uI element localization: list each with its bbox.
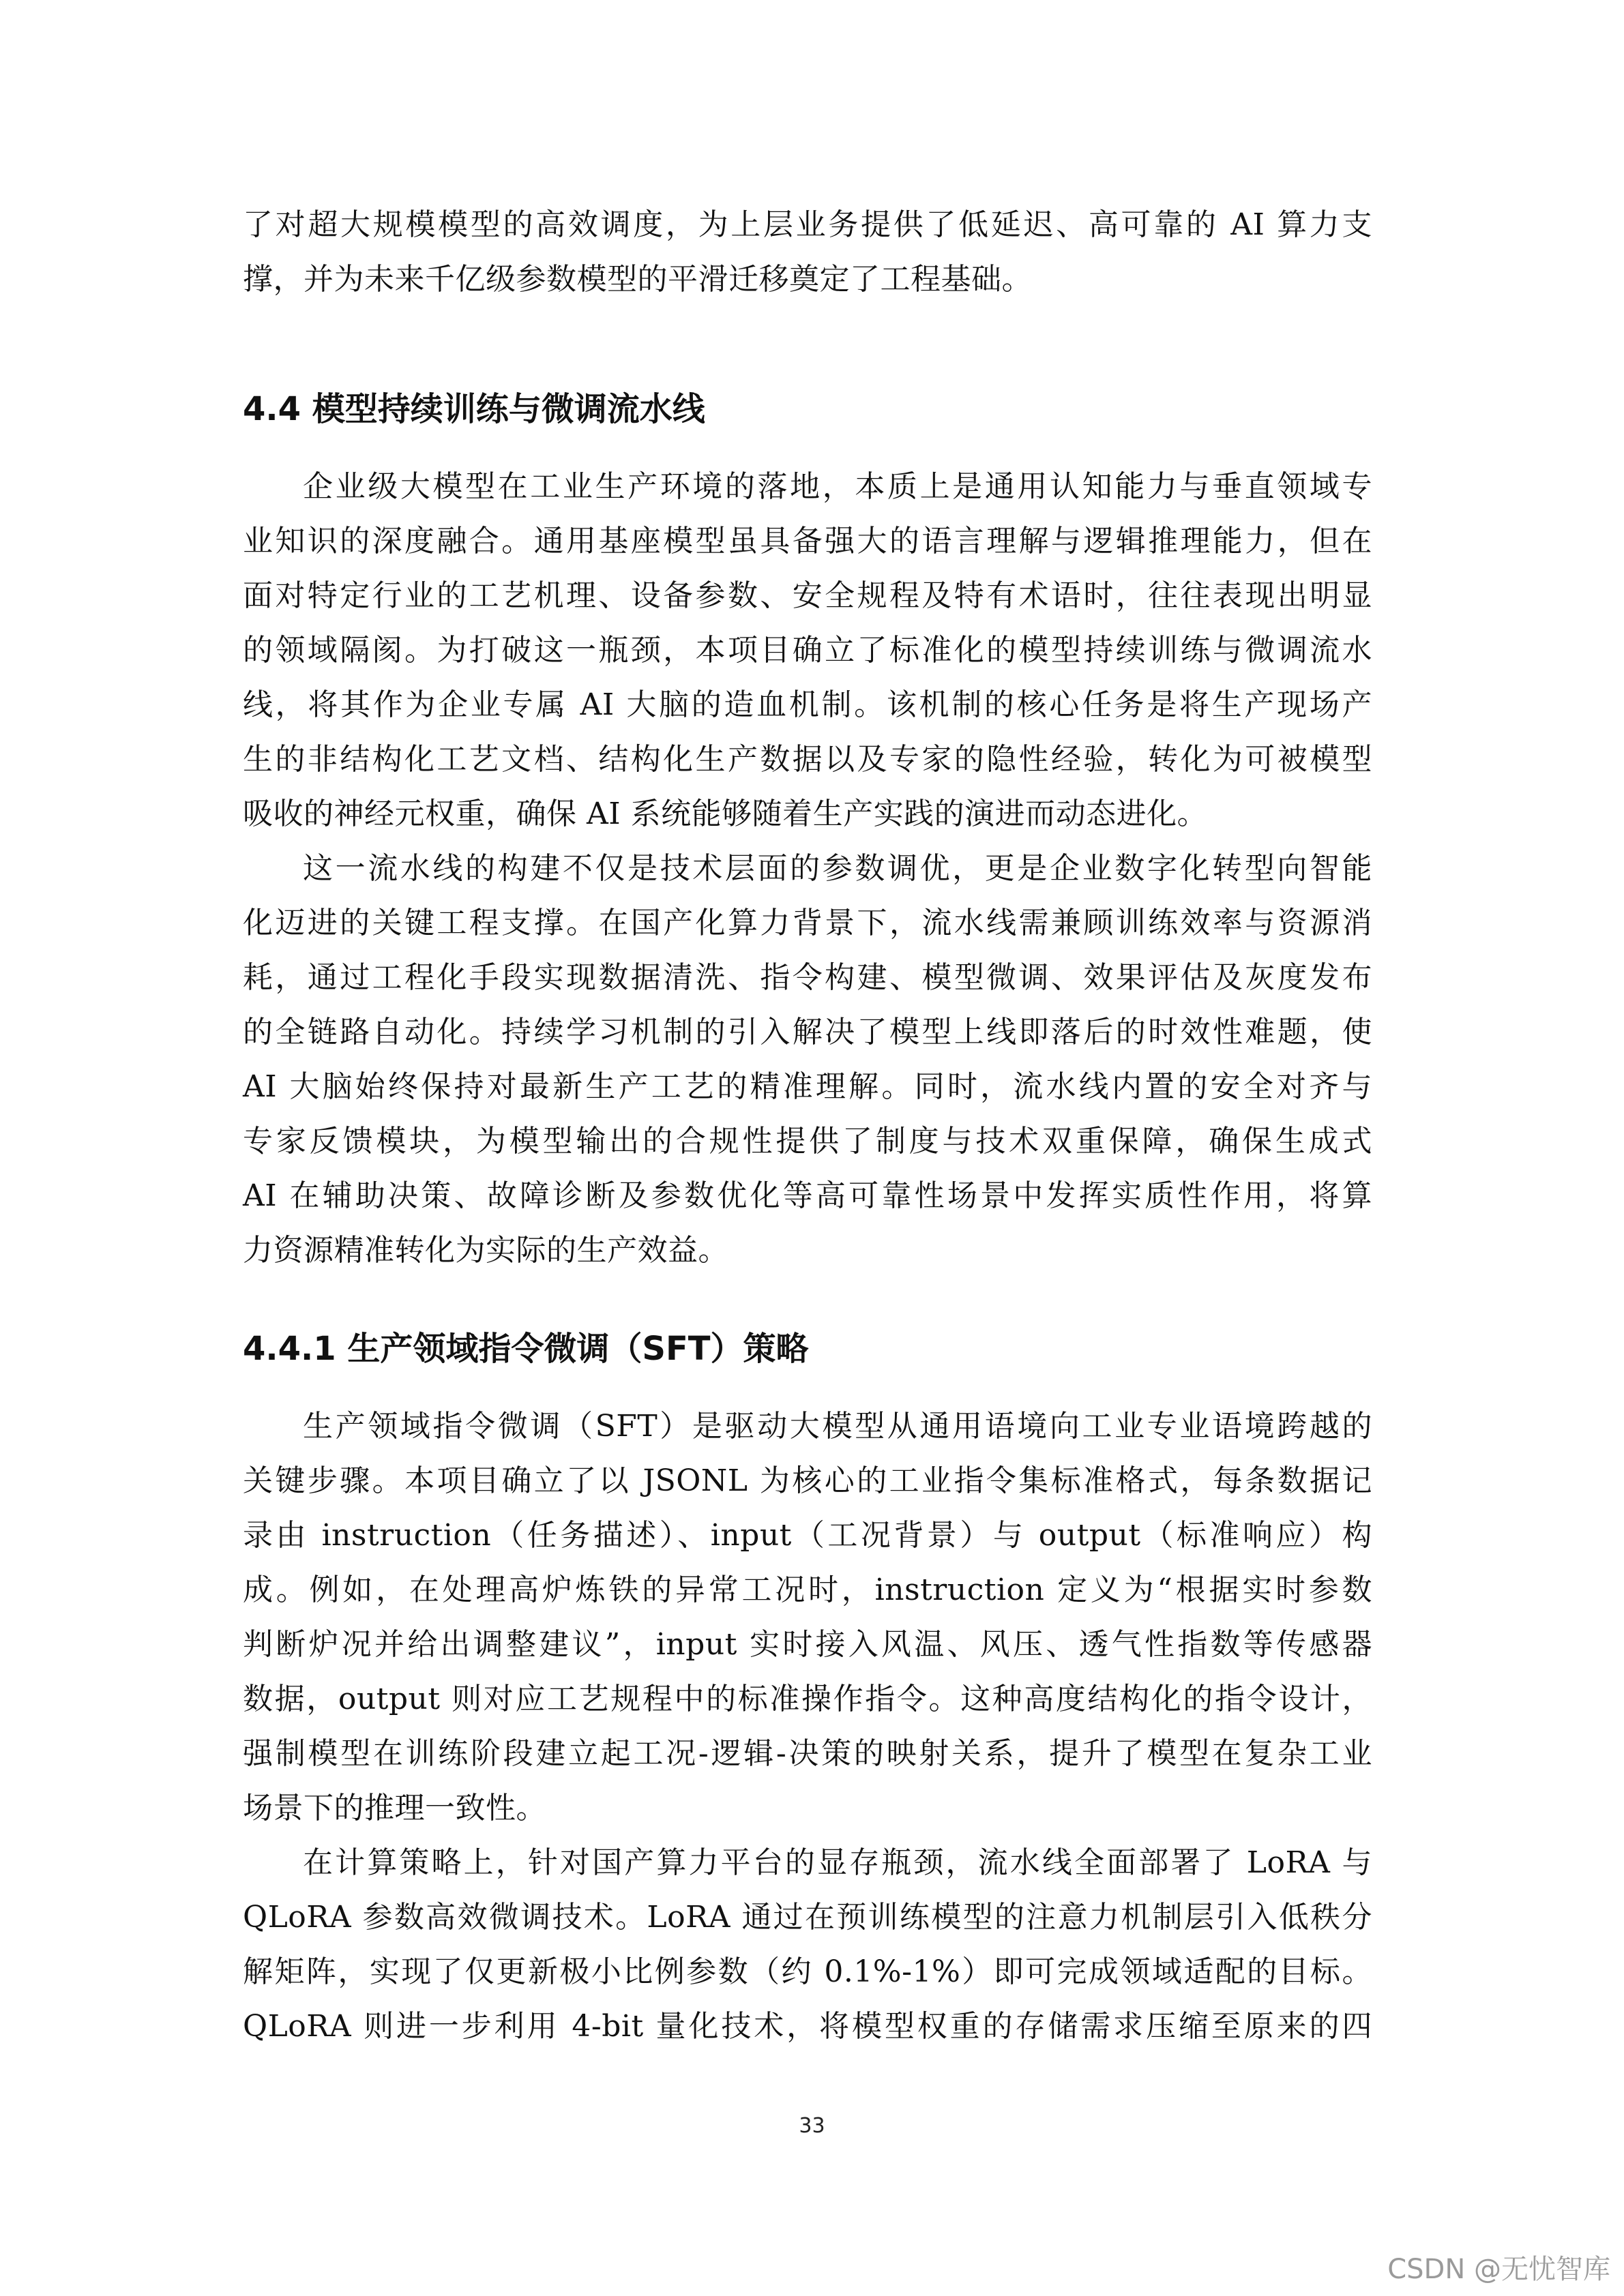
section-paragraph-2 — [243, 841, 1372, 1278]
text-line: 的全链路自动化。持续学习机制的引入解决了模型上线即落后的时效性难题，使 — [243, 1015, 1372, 1049]
text-line: AI 在辅助决策、故障诊断及参数优化等高可靠性场景中发挥实质性作用，将算 — [243, 1178, 1372, 1213]
text-line: 撑，并为未来千亿级参数模型的平滑迁移奠定了工程基础。 — [243, 262, 1032, 297]
subsection-paragraph-2 — [243, 1836, 1372, 2054]
text-line: 企业级大模型在工业生产环境的落地，本质上是通用认知能力与垂直领域专 — [303, 469, 1372, 504]
text-line: QLoRA 则进一步利用 4-bit 量化技术，将模型权重的存储需求压缩至原来的四 — [243, 2009, 1372, 2044]
text-line: 耗，通过工程化手段实现数据清洗、指令构建、模型微调、效果评估及灰度发布 — [243, 960, 1372, 995]
text-line: 业知识的深度融合。通用基座模型虽具备强大的语言理解与逻辑推理能力，但在 — [243, 524, 1372, 558]
text-line: 关键步骤。本项目确立了以 JSONL 为核心的工业指令集标准格式，每条数据记 — [243, 1463, 1372, 1498]
text-line: 生产领域指令微调（SFT）是驱动大模型从通用语境向工业专业语境跨越的 — [303, 1409, 1372, 1444]
text-line: 的领域隔阂。为打破这一瓶颈，本项目确立了标准化的模型持续训练与微调流水 — [243, 633, 1372, 668]
section-heading: 4.4 模型持续训练与微调流水线 — [243, 390, 705, 428]
text-line: 数据，output 则对应工艺规程中的标准操作指令。这种高度结构化的指令设计， — [243, 1682, 1372, 1716]
text-line: 了对超大规模模型的高效调度，为上层业务提供了低延迟、高可靠的 AI 算力支 — [243, 207, 1372, 242]
text-line: AI 大脑始终保持对最新生产工艺的精准理解。同时，流水线内置的安全对齐与 — [243, 1069, 1372, 1104]
text-line: 面对特定行业的工艺机理、设备参数、安全规程及特有术语时，往往表现出明显 — [243, 578, 1372, 613]
intro-paragraph — [243, 198, 1372, 307]
text-line: 在计算策略上，针对国产算力平台的显存瓶颈，流水线全面部署了 LoRA 与 — [303, 1845, 1372, 1880]
text-line: 线，将其作为企业专属 AI 大脑的造血机制。该机制的核心任务是将生产现场产 — [243, 687, 1372, 722]
page-content — [243, 198, 1372, 2054]
subsection-paragraph-1 — [243, 1399, 1372, 1836]
text-line: 解矩阵，实现了仅更新极小比例参数（约 0.1%-1%）即可完成领域适配的目标。 — [243, 1954, 1372, 1989]
text-line: 录由 instruction（任务描述）、input（工况背景）与 output（标准响应）构 — [243, 1518, 1372, 1553]
text-line: 化迈进的关键工程支撑。在国产化算力背景下，流水线需兼顾训练效率与资源消 — [243, 906, 1372, 940]
text-line: 判断炉况并给出调整建议”，input 实时接入风温、风压、透气性指数等传感器 — [243, 1627, 1372, 1662]
text-line: 这一流水线的构建不仅是技术层面的参数调优，更是企业数字化转型向智能 — [303, 851, 1372, 886]
text-line: 专家反馈模块，为模型输出的合规性提供了制度与技术双重保障，确保生成式 — [243, 1124, 1372, 1159]
text-line: 场景下的推理一致性。 — [243, 1791, 546, 1825]
section-paragraph-1 — [243, 460, 1372, 841]
page-number: 33 — [799, 2114, 825, 2138]
text-line: 力资源精准转化为实际的生产效益。 — [243, 1233, 728, 1268]
text-line: QLoRA 参数高效微调技术。LoRA 通过在预训练模型的注意力机制层引入低秩分 — [243, 1900, 1372, 1935]
text-line: 成。例如，在处理高炉炼铁的异常工况时，instruction 定义为“根据实时参数 — [243, 1572, 1372, 1607]
subsection-heading: 4.4.1 生产领域指令微调（SFT）策略 — [243, 1330, 809, 1368]
text-line: 生的非结构化工艺文档、结构化生产数据以及专家的隐性经验，转化为可被模型 — [243, 742, 1372, 777]
text-line: 强制模型在训练阶段建立起工况-逻辑-决策的映射关系，提升了模型在复杂工业 — [243, 1736, 1372, 1771]
text-line: 吸收的神经元权重，确保 AI 系统能够随着生产实践的演进而动态进化。 — [243, 796, 1208, 831]
watermark: CSDN @无忧智库 — [1387, 2254, 1610, 2285]
